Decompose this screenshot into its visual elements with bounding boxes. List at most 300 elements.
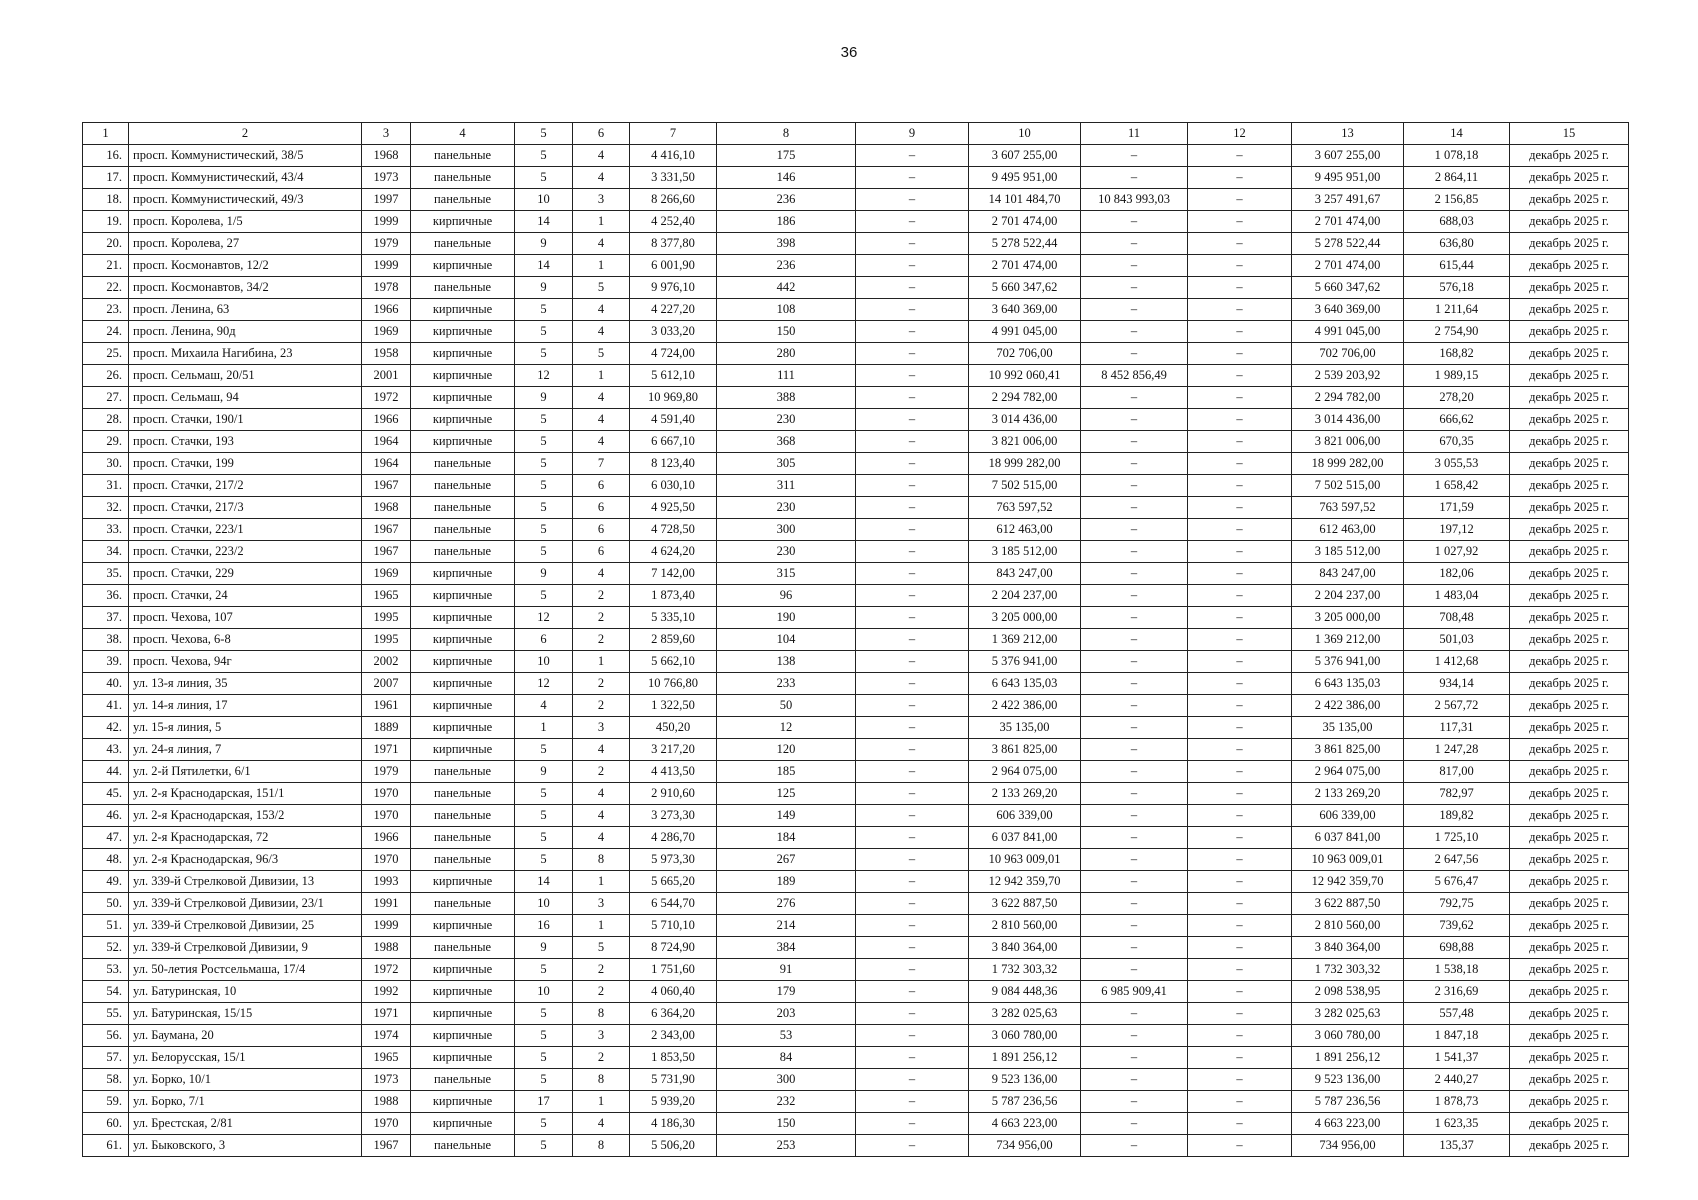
cell-wall-material: кирпичные <box>411 211 515 233</box>
cell-col-13: 3 607 255,00 <box>1292 145 1404 167</box>
cell-entrances: 1 <box>573 211 630 233</box>
cell-col-12: – <box>1188 607 1292 629</box>
cell-address: ул. Батуринская, 10 <box>129 981 362 1003</box>
cell-floors: 9 <box>515 563 573 585</box>
cell-residents: 398 <box>717 233 856 255</box>
cell-col-9: – <box>856 541 969 563</box>
table-row <box>83 871 1629 893</box>
cell-deadline: декабрь 2025 г. <box>1510 541 1629 563</box>
cell-area: 8 123,40 <box>630 453 717 475</box>
cell-area: 1 322,50 <box>630 695 717 717</box>
cell-cost-per-unit: 2 316,69 <box>1404 981 1510 1003</box>
cell-col-12: – <box>1188 827 1292 849</box>
cell-area: 4 624,20 <box>630 541 717 563</box>
column-number-12: 12 <box>1188 123 1292 145</box>
cell-col-9: – <box>856 1135 969 1157</box>
cell-residents: 300 <box>717 519 856 541</box>
cell-year-built: 1965 <box>362 585 411 607</box>
cell-wall-material: кирпичные <box>411 1091 515 1113</box>
cell-col-12: – <box>1188 717 1292 739</box>
cell-col-12: – <box>1188 1113 1292 1135</box>
cell-col-11: – <box>1081 233 1188 255</box>
cell-deadline: декабрь 2025 г. <box>1510 365 1629 387</box>
cell-wall-material: кирпичные <box>411 695 515 717</box>
cell-deadline: декабрь 2025 г. <box>1510 915 1629 937</box>
cell-address: просп. Королева, 27 <box>129 233 362 255</box>
cell-col-12: – <box>1188 541 1292 563</box>
cell-area: 5 612,10 <box>630 365 717 387</box>
cell-col-12: – <box>1188 1003 1292 1025</box>
cell-col-9: – <box>856 871 969 893</box>
cell-area: 2 910,60 <box>630 783 717 805</box>
cell-floors: 5 <box>515 783 573 805</box>
cell-floors: 14 <box>515 211 573 233</box>
cell-col-11: – <box>1081 387 1188 409</box>
cell-floors: 10 <box>515 981 573 1003</box>
cell-row-number: 57. <box>83 1047 129 1069</box>
cell-entrances: 6 <box>573 519 630 541</box>
table-row <box>83 563 1629 585</box>
cell-floors: 5 <box>515 959 573 981</box>
cell-wall-material: кирпичные <box>411 739 515 761</box>
cell-deadline: декабрь 2025 г. <box>1510 321 1629 343</box>
cell-residents: 214 <box>717 915 856 937</box>
cell-wall-material: кирпичные <box>411 915 515 937</box>
column-number-1: 1 <box>83 123 129 145</box>
cell-wall-material: кирпичные <box>411 673 515 695</box>
cell-area: 1 853,50 <box>630 1047 717 1069</box>
cell-area: 2 343,00 <box>630 1025 717 1047</box>
cell-address: просп. Стачки, 217/3 <box>129 497 362 519</box>
column-number-3: 3 <box>362 123 411 145</box>
table-row <box>83 893 1629 915</box>
cell-residents: 442 <box>717 277 856 299</box>
cell-col-13: 3 060 780,00 <box>1292 1025 1404 1047</box>
table-row <box>83 189 1629 211</box>
cell-wall-material: панельные <box>411 1135 515 1157</box>
cell-row-number: 16. <box>83 145 129 167</box>
cell-entrances: 5 <box>573 343 630 365</box>
cell-row-number: 47. <box>83 827 129 849</box>
cell-wall-material: кирпичные <box>411 585 515 607</box>
cell-year-built: 1988 <box>362 1091 411 1113</box>
cell-col-11: – <box>1081 827 1188 849</box>
cell-col-12: – <box>1188 585 1292 607</box>
cell-col-9: – <box>856 563 969 585</box>
cell-col-11: – <box>1081 651 1188 673</box>
cell-residents: 236 <box>717 255 856 277</box>
cell-residents: 189 <box>717 871 856 893</box>
cell-row-number: 29. <box>83 431 129 453</box>
cell-row-number: 24. <box>83 321 129 343</box>
cell-col-9: – <box>856 365 969 387</box>
cell-floors: 5 <box>515 409 573 431</box>
cell-wall-material: панельные <box>411 519 515 541</box>
cell-col-11: – <box>1081 1003 1188 1025</box>
cell-cost-per-unit: 2 567,72 <box>1404 695 1510 717</box>
cell-col-13: 3 185 512,00 <box>1292 541 1404 563</box>
cell-col-13: 5 376 941,00 <box>1292 651 1404 673</box>
cell-row-number: 54. <box>83 981 129 1003</box>
cell-col-11: – <box>1081 915 1188 937</box>
cell-cost-per-unit: 2 754,90 <box>1404 321 1510 343</box>
table-row <box>83 651 1629 673</box>
cell-total-cost: 5 278 522,44 <box>969 233 1081 255</box>
cell-year-built: 1966 <box>362 409 411 431</box>
cell-col-13: 2 539 203,92 <box>1292 365 1404 387</box>
column-number-15: 15 <box>1510 123 1629 145</box>
cell-area: 4 728,50 <box>630 519 717 541</box>
cell-total-cost: 6 643 135,03 <box>969 673 1081 695</box>
cell-address: ул. 339-й Стрелковой Дивизии, 25 <box>129 915 362 937</box>
cell-col-13: 3 622 887,50 <box>1292 893 1404 915</box>
cell-deadline: декабрь 2025 г. <box>1510 1135 1629 1157</box>
cell-wall-material: кирпичные <box>411 343 515 365</box>
table-row <box>83 1025 1629 1047</box>
cell-total-cost: 18 999 282,00 <box>969 453 1081 475</box>
cell-col-9: – <box>856 959 969 981</box>
cell-address: ул. 13-я линия, 35 <box>129 673 362 695</box>
table-row <box>83 761 1629 783</box>
cell-col-12: – <box>1188 277 1292 299</box>
cell-entrances: 5 <box>573 277 630 299</box>
cell-wall-material: кирпичные <box>411 299 515 321</box>
cell-col-11: – <box>1081 761 1188 783</box>
cell-floors: 10 <box>515 189 573 211</box>
cell-entrances: 6 <box>573 541 630 563</box>
cell-col-11: – <box>1081 1025 1188 1047</box>
cell-deadline: декабрь 2025 г. <box>1510 189 1629 211</box>
cell-year-built: 1993 <box>362 871 411 893</box>
cell-total-cost: 4 663 223,00 <box>969 1113 1081 1135</box>
cell-address: ул. 50-летия Ростсельмаша, 17/4 <box>129 959 362 981</box>
cell-col-9: – <box>856 145 969 167</box>
cell-entrances: 2 <box>573 981 630 1003</box>
cell-entrances: 5 <box>573 937 630 959</box>
cell-col-9: – <box>856 497 969 519</box>
cell-col-12: – <box>1188 673 1292 695</box>
cell-col-9: – <box>856 1069 969 1091</box>
cell-year-built: 1965 <box>362 1047 411 1069</box>
cell-floors: 5 <box>515 541 573 563</box>
cell-col-11: – <box>1081 893 1188 915</box>
cell-total-cost: 734 956,00 <box>969 1135 1081 1157</box>
cell-entrances: 4 <box>573 387 630 409</box>
cell-col-12: – <box>1188 651 1292 673</box>
cell-address: просп. Коммунистический, 49/3 <box>129 189 362 211</box>
cell-col-11: – <box>1081 783 1188 805</box>
cell-area: 8 377,80 <box>630 233 717 255</box>
cell-col-13: 2 133 269,20 <box>1292 783 1404 805</box>
table-row <box>83 717 1629 739</box>
cell-col-9: – <box>856 343 969 365</box>
cell-deadline: декабрь 2025 г. <box>1510 959 1629 981</box>
cell-address: просп. Стачки, 223/1 <box>129 519 362 541</box>
cell-floors: 14 <box>515 871 573 893</box>
cell-year-built: 1967 <box>362 541 411 563</box>
cell-floors: 5 <box>515 343 573 365</box>
cell-col-9: – <box>856 717 969 739</box>
cell-row-number: 28. <box>83 409 129 431</box>
cell-total-cost: 5 376 941,00 <box>969 651 1081 673</box>
cell-total-cost: 2 701 474,00 <box>969 255 1081 277</box>
cell-col-12: – <box>1188 343 1292 365</box>
cell-year-built: 1999 <box>362 211 411 233</box>
cell-floors: 10 <box>515 651 573 673</box>
column-number-10: 10 <box>969 123 1081 145</box>
cell-address: ул. 339-й Стрелковой Дивизии, 9 <box>129 937 362 959</box>
table-row <box>83 1069 1629 1091</box>
cell-residents: 150 <box>717 321 856 343</box>
cell-col-12: – <box>1188 255 1292 277</box>
cell-col-9: – <box>856 915 969 937</box>
cell-col-13: 1 369 212,00 <box>1292 629 1404 651</box>
cell-cost-per-unit: 1 541,37 <box>1404 1047 1510 1069</box>
cell-residents: 184 <box>717 827 856 849</box>
cell-col-11: – <box>1081 739 1188 761</box>
cell-row-number: 23. <box>83 299 129 321</box>
cell-col-11: – <box>1081 1091 1188 1113</box>
cell-deadline: декабрь 2025 г. <box>1510 695 1629 717</box>
cell-wall-material: кирпичные <box>411 629 515 651</box>
cell-year-built: 1966 <box>362 827 411 849</box>
cell-address: просп. Стачки, 217/2 <box>129 475 362 497</box>
table-row <box>83 541 1629 563</box>
cell-total-cost: 3 282 025,63 <box>969 1003 1081 1025</box>
cell-area: 4 186,30 <box>630 1113 717 1135</box>
cell-entrances: 3 <box>573 189 630 211</box>
cell-year-built: 1969 <box>362 563 411 585</box>
table-row <box>83 783 1629 805</box>
cell-col-11: – <box>1081 167 1188 189</box>
cell-col-12: – <box>1188 497 1292 519</box>
cell-area: 450,20 <box>630 717 717 739</box>
cell-col-11: – <box>1081 1069 1188 1091</box>
column-number-7: 7 <box>630 123 717 145</box>
cell-year-built: 1970 <box>362 849 411 871</box>
cell-cost-per-unit: 1 027,92 <box>1404 541 1510 563</box>
cell-entrances: 3 <box>573 717 630 739</box>
cell-area: 1 873,40 <box>630 585 717 607</box>
cell-col-9: – <box>856 651 969 673</box>
cell-col-11: – <box>1081 959 1188 981</box>
cell-deadline: декабрь 2025 г. <box>1510 849 1629 871</box>
cell-row-number: 21. <box>83 255 129 277</box>
cell-total-cost: 9 084 448,36 <box>969 981 1081 1003</box>
table-row <box>83 321 1629 343</box>
cell-cost-per-unit: 670,35 <box>1404 431 1510 453</box>
page-number: 36 <box>840 44 858 61</box>
cell-col-13: 2 204 237,00 <box>1292 585 1404 607</box>
cell-area: 1 751,60 <box>630 959 717 981</box>
cell-col-13: 6 037 841,00 <box>1292 827 1404 849</box>
cell-col-9: – <box>856 827 969 849</box>
cell-address: ул. 2-я Краснодарская, 151/1 <box>129 783 362 805</box>
column-number-9: 9 <box>856 123 969 145</box>
cell-residents: 267 <box>717 849 856 871</box>
cell-cost-per-unit: 1 247,28 <box>1404 739 1510 761</box>
cell-col-13: 3 640 369,00 <box>1292 299 1404 321</box>
cell-col-12: – <box>1188 695 1292 717</box>
cell-cost-per-unit: 5 676,47 <box>1404 871 1510 893</box>
cell-total-cost: 2 810 560,00 <box>969 915 1081 937</box>
cell-total-cost: 9 523 136,00 <box>969 1069 1081 1091</box>
cell-year-built: 1970 <box>362 805 411 827</box>
cell-deadline: декабрь 2025 г. <box>1510 717 1629 739</box>
cell-col-9: – <box>856 519 969 541</box>
cell-wall-material: панельные <box>411 827 515 849</box>
cell-area: 4 413,50 <box>630 761 717 783</box>
cell-col-12: – <box>1188 431 1292 453</box>
cell-entrances: 4 <box>573 827 630 849</box>
cell-address: просп. Чехова, 6-8 <box>129 629 362 651</box>
cell-residents: 50 <box>717 695 856 717</box>
cell-col-9: – <box>856 189 969 211</box>
cell-cost-per-unit: 1 658,42 <box>1404 475 1510 497</box>
cell-col-12: – <box>1188 1047 1292 1069</box>
cell-row-number: 37. <box>83 607 129 629</box>
cell-col-13: 5 787 236,56 <box>1292 1091 1404 1113</box>
cell-address: ул. 2-й Пятилетки, 6/1 <box>129 761 362 783</box>
cell-deadline: декабрь 2025 г. <box>1510 1113 1629 1135</box>
cell-cost-per-unit: 1 725,10 <box>1404 827 1510 849</box>
cell-col-13: 3 861 825,00 <box>1292 739 1404 761</box>
cell-row-number: 42. <box>83 717 129 739</box>
cell-cost-per-unit: 135,37 <box>1404 1135 1510 1157</box>
cell-col-13: 1 732 303,32 <box>1292 959 1404 981</box>
cell-deadline: декабрь 2025 г. <box>1510 497 1629 519</box>
cell-address: просп. Коммунистический, 38/5 <box>129 145 362 167</box>
cell-residents: 104 <box>717 629 856 651</box>
cell-address: ул. 2-я Краснодарская, 72 <box>129 827 362 849</box>
cell-year-built: 1968 <box>362 497 411 519</box>
cell-floors: 9 <box>515 277 573 299</box>
cell-year-built: 1971 <box>362 1003 411 1025</box>
cell-total-cost: 5 660 347,62 <box>969 277 1081 299</box>
cell-total-cost: 6 037 841,00 <box>969 827 1081 849</box>
cell-col-9: – <box>856 805 969 827</box>
cell-deadline: декабрь 2025 г. <box>1510 233 1629 255</box>
cell-address: просп. Стачки, 199 <box>129 453 362 475</box>
cell-address: просп. Королева, 1/5 <box>129 211 362 233</box>
housing-register-table <box>82 122 1629 1157</box>
cell-year-built: 1997 <box>362 189 411 211</box>
cell-residents: 232 <box>717 1091 856 1113</box>
cell-cost-per-unit: 197,12 <box>1404 519 1510 541</box>
cell-wall-material: кирпичные <box>411 563 515 585</box>
cell-row-number: 46. <box>83 805 129 827</box>
cell-col-13: 612 463,00 <box>1292 519 1404 541</box>
cell-cost-per-unit: 1 847,18 <box>1404 1025 1510 1047</box>
cell-floors: 9 <box>515 233 573 255</box>
cell-col-11: – <box>1081 431 1188 453</box>
cell-residents: 230 <box>717 409 856 431</box>
cell-entrances: 2 <box>573 673 630 695</box>
cell-floors: 4 <box>515 695 573 717</box>
cell-wall-material: панельные <box>411 541 515 563</box>
cell-row-number: 44. <box>83 761 129 783</box>
cell-wall-material: кирпичные <box>411 409 515 431</box>
cell-floors: 5 <box>515 1047 573 1069</box>
table-row <box>83 1047 1629 1069</box>
cell-row-number: 19. <box>83 211 129 233</box>
cell-col-12: – <box>1188 739 1292 761</box>
cell-col-13: 702 706,00 <box>1292 343 1404 365</box>
cell-row-number: 27. <box>83 387 129 409</box>
cell-address: ул. 339-й Стрелковой Дивизии, 13 <box>129 871 362 893</box>
cell-wall-material: панельные <box>411 849 515 871</box>
cell-floors: 5 <box>515 1135 573 1157</box>
cell-col-12: – <box>1188 409 1292 431</box>
cell-total-cost: 2 964 075,00 <box>969 761 1081 783</box>
cell-wall-material: панельные <box>411 145 515 167</box>
cell-entrances: 6 <box>573 497 630 519</box>
cell-row-number: 48. <box>83 849 129 871</box>
cell-residents: 190 <box>717 607 856 629</box>
cell-area: 4 060,40 <box>630 981 717 1003</box>
cell-cost-per-unit: 278,20 <box>1404 387 1510 409</box>
cell-col-12: – <box>1188 1091 1292 1113</box>
cell-row-number: 56. <box>83 1025 129 1047</box>
cell-floors: 5 <box>515 519 573 541</box>
cell-address: ул. 14-я линия, 17 <box>129 695 362 717</box>
table-row <box>83 805 1629 827</box>
cell-col-13: 9 495 951,00 <box>1292 167 1404 189</box>
cell-col-11: 10 843 993,03 <box>1081 189 1188 211</box>
cell-col-13: 35 135,00 <box>1292 717 1404 739</box>
cell-address: просп. Сельмаш, 20/51 <box>129 365 362 387</box>
cell-row-number: 49. <box>83 871 129 893</box>
cell-total-cost: 3 821 006,00 <box>969 431 1081 453</box>
cell-col-11: – <box>1081 1135 1188 1157</box>
cell-col-11: – <box>1081 563 1188 585</box>
cell-col-9: – <box>856 1091 969 1113</box>
cell-col-9: – <box>856 893 969 915</box>
column-number-4: 4 <box>411 123 515 145</box>
cell-total-cost: 3 014 436,00 <box>969 409 1081 431</box>
cell-address: ул. Брестская, 2/81 <box>129 1113 362 1135</box>
cell-col-9: – <box>856 1003 969 1025</box>
cell-wall-material: кирпичные <box>411 365 515 387</box>
cell-wall-material: кирпичные <box>411 255 515 277</box>
cell-deadline: декабрь 2025 г. <box>1510 805 1629 827</box>
cell-col-13: 3 840 364,00 <box>1292 937 1404 959</box>
cell-col-9: – <box>856 277 969 299</box>
cell-entrances: 2 <box>573 695 630 717</box>
cell-entrances: 4 <box>573 409 630 431</box>
cell-entrances: 1 <box>573 1091 630 1113</box>
cell-cost-per-unit: 2 440,27 <box>1404 1069 1510 1091</box>
cell-col-9: – <box>856 629 969 651</box>
cell-row-number: 34. <box>83 541 129 563</box>
cell-year-built: 1968 <box>362 145 411 167</box>
cell-deadline: декабрь 2025 г. <box>1510 343 1629 365</box>
cell-residents: 203 <box>717 1003 856 1025</box>
cell-col-9: – <box>856 1047 969 1069</box>
cell-floors: 9 <box>515 761 573 783</box>
cell-row-number: 43. <box>83 739 129 761</box>
cell-cost-per-unit: 2 156,85 <box>1404 189 1510 211</box>
cell-col-13: 2 294 782,00 <box>1292 387 1404 409</box>
cell-year-built: 1995 <box>362 629 411 651</box>
cell-year-built: 1999 <box>362 255 411 277</box>
cell-floors: 5 <box>515 321 573 343</box>
cell-col-12: – <box>1188 871 1292 893</box>
cell-floors: 5 <box>515 827 573 849</box>
cell-area: 5 939,20 <box>630 1091 717 1113</box>
cell-wall-material: панельные <box>411 277 515 299</box>
cell-year-built: 1971 <box>362 739 411 761</box>
